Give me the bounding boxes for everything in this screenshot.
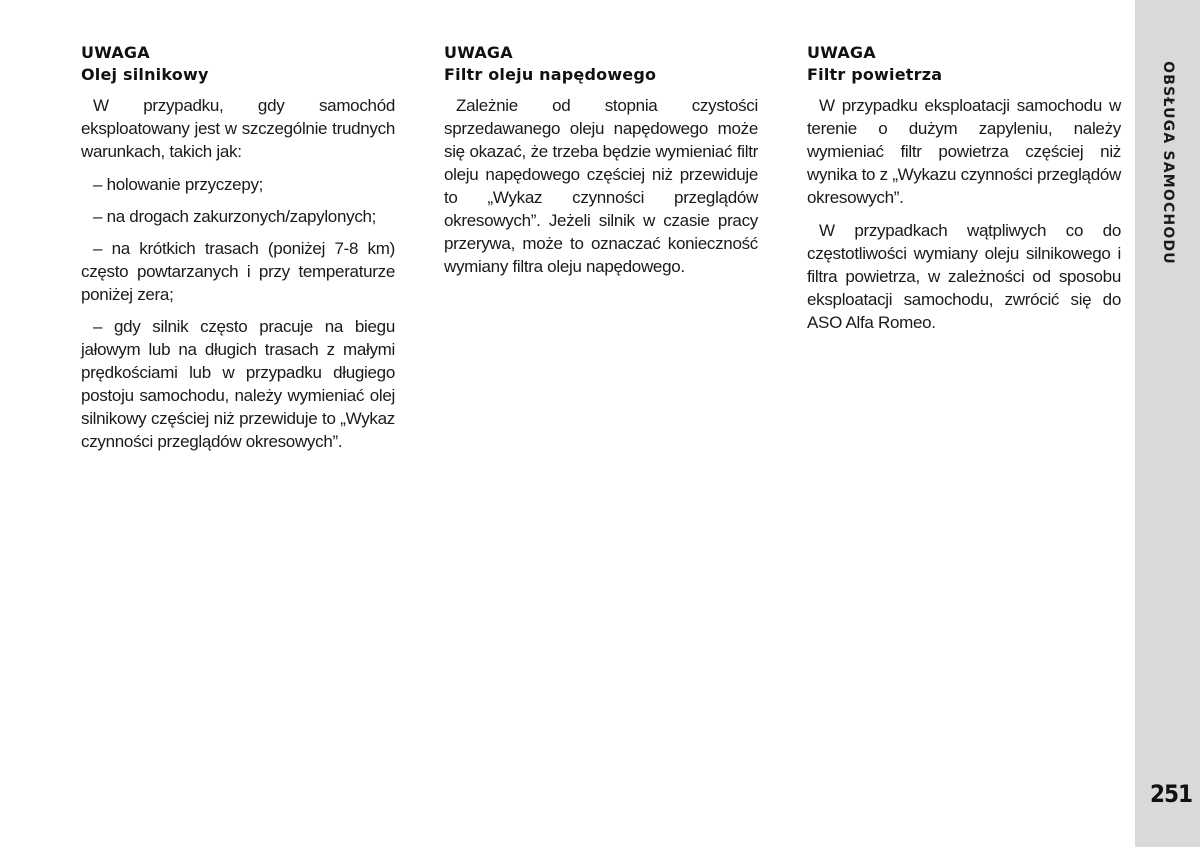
- chapter-title-text: OBSŁUGA SAMOCHODU: [1160, 61, 1176, 265]
- section-title: Olej silnikowy: [81, 65, 209, 84]
- list-item: – gdy silnik często pracuje na biegu jałowym lub na długich trasach z małymi prędkościami lub w przypadku długiego postoju samochodu, należy wymieniać olej silnikowy częściej niż przewiduje to „Wykaz czynności przeglądów okresowych”.: [81, 317, 395, 451]
- section-body: [807, 94, 1121, 334]
- section-engine-oil: [81, 42, 395, 462]
- list-item: – na krótkich trasach (poniżej 7-8 km) często powtarzanych i przy temperaturze poniżej zera;: [81, 239, 395, 304]
- section-title: Filtr powietrza: [807, 65, 943, 84]
- page-number: 251: [1150, 780, 1193, 808]
- paragraph: W przypadku eksploatacji samochodu w terenie o dużym zapyleniu, należy wymieniać filtr powietrza częściej niż wynika to z „Wykazu czynności przeglądów okresowych”.: [807, 96, 1121, 207]
- chapter-sidebar: [1135, 0, 1200, 847]
- section-title: Filtr oleju napędowego: [444, 65, 657, 84]
- paragraph: Zależnie od stopnia czystości sprzedawanego oleju napędowego może się okazać, że trzeba będzie wymieniać filtr oleju napędowego częściej niż przewiduje to „Wykaz czynności przeglądów okresowych”. Jeżeli silnik w czasie pracy przerywa, może to oznaczać konieczność wymiany filtra oleju napędowego.: [444, 96, 758, 276]
- paragraph: W przypadku, gdy samochód eksploatowany jest w szczególnie trudnych warunkach, takich jak:: [81, 96, 395, 161]
- section-heading: [807, 42, 1121, 86]
- warning-label: UWAGA: [444, 43, 513, 62]
- warning-label: UWAGA: [807, 43, 876, 62]
- section-heading: [444, 42, 758, 86]
- warning-label: UWAGA: [81, 43, 150, 62]
- list-item: – na drogach zakurzonych/zapylonych;: [93, 207, 377, 226]
- section-body: [81, 94, 395, 453]
- section-air-filter: [807, 42, 1121, 344]
- section-body: [444, 94, 758, 278]
- list-item: – holowanie przyczepy;: [93, 175, 264, 194]
- section-heading: [81, 42, 395, 86]
- chapter-title: [1157, 48, 1179, 278]
- paragraph: W przypadkach wątpliwych co do częstotliwości wymiany oleju silnikowego i filtra powietrza, w zależności od sposobu eksploatacji samochodu, zwrócić się do ASO Alfa Romeo.: [807, 221, 1121, 332]
- section-fuel-filter: [444, 42, 758, 288]
